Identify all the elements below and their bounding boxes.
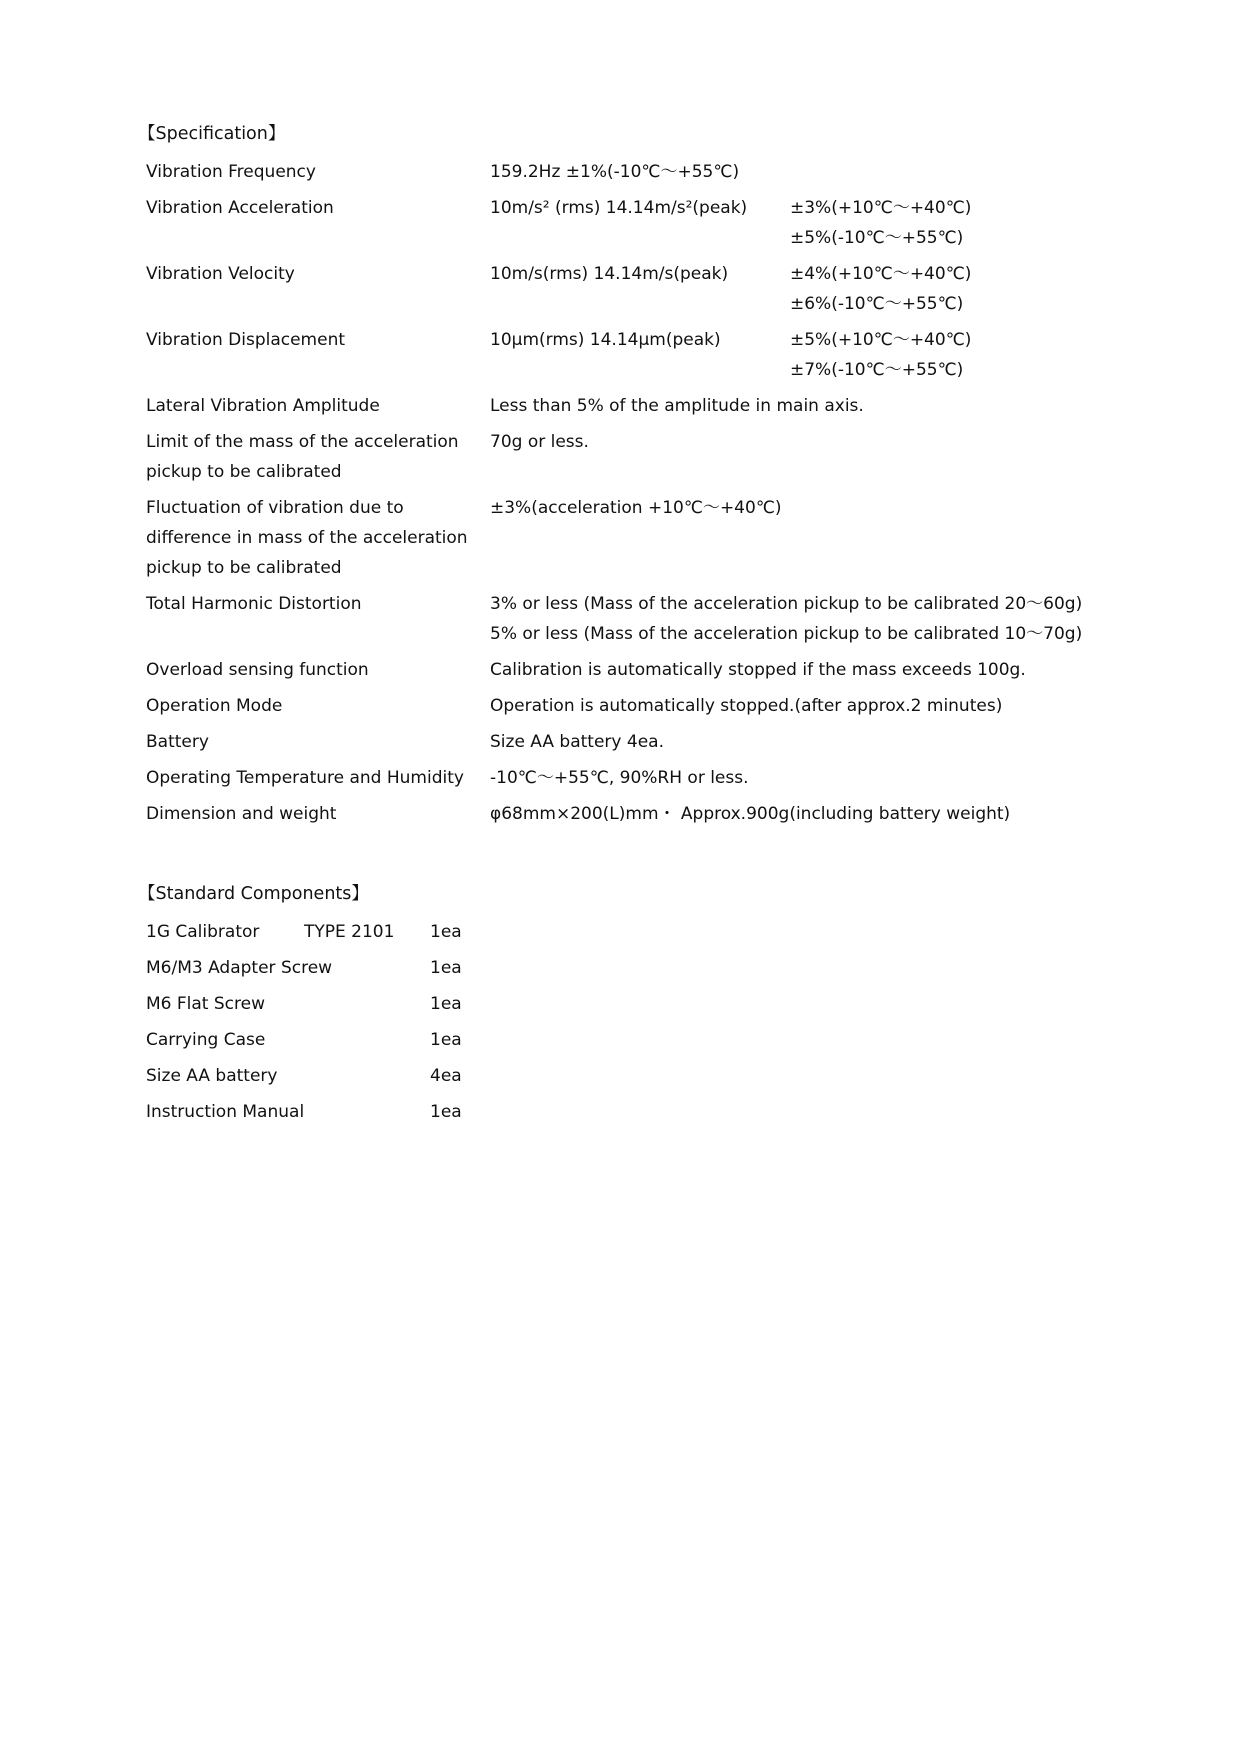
component-name: M6/M3 Adapter Screw — [146, 958, 333, 978]
spec-value-main: 10m/s(rms) 14.14m/s(peak) — [490, 264, 729, 284]
spec-label: Overload sensing function — [146, 660, 369, 680]
spec-label: Limit of the mass of the acceleration pickup to be calibrated — [146, 432, 459, 482]
list-item — [146, 917, 546, 953]
spec-row-vibration-acceleration — [146, 193, 1146, 259]
spec-value — [490, 193, 1146, 253]
spec-label: Vibration Displacement — [146, 330, 346, 350]
component-quantity: 4ea — [430, 1066, 462, 1086]
spec-label: Vibration Velocity — [146, 264, 295, 284]
spec-value-tolerance: ±4%(+10℃～+40℃) ±6%(-10℃～+55℃) — [790, 264, 972, 314]
spec-value: ±3%(acceleration +10℃～+40℃) — [490, 498, 782, 518]
spec-label: Fluctuation of vibration due to difference in mass of the acceleration pickup to be calibrated — [146, 498, 468, 578]
spec-row-overload-sensing — [146, 655, 1146, 691]
standard-components-list — [146, 917, 546, 1133]
spec-value: Calibration is automatically stopped if the mass exceeds 100g. — [490, 660, 1026, 680]
list-item — [146, 1061, 546, 1097]
list-item — [146, 1025, 546, 1061]
component-quantity: 1ea — [430, 922, 462, 942]
spec-value — [490, 259, 1146, 319]
spec-label: Vibration Frequency — [146, 162, 316, 182]
spec-value: Less than 5% of the amplitude in main axis. — [490, 396, 864, 416]
spec-label: Battery — [146, 732, 209, 752]
component-quantity: 1ea — [430, 1030, 462, 1050]
component-quantity: 1ea — [430, 994, 462, 1014]
component-quantity: 1ea — [430, 958, 462, 978]
spec-label: Operating Temperature and Humidity — [146, 768, 464, 788]
component-name: 1G Calibrator — [146, 922, 260, 942]
spec-row-mass-limit — [146, 427, 1146, 493]
list-item — [146, 953, 546, 989]
spec-label: Operation Mode — [146, 696, 283, 716]
spec-value: 159.2Hz ±1%(-10℃～+55℃) — [490, 162, 740, 182]
spec-value: -10℃～+55℃, 90%RH or less. — [490, 768, 749, 788]
specification-table — [146, 157, 1146, 835]
spec-row-fluctuation — [146, 493, 1146, 589]
spec-row-harmonic-distortion — [146, 589, 1146, 655]
spec-label: Vibration Acceleration — [146, 198, 334, 218]
component-name: M6 Flat Screw — [146, 994, 265, 1014]
spec-row-vibration-velocity — [146, 259, 1146, 325]
spec-row-battery — [146, 727, 1146, 763]
specification-title: 【Specification】 — [138, 124, 286, 144]
component-name: Carrying Case — [146, 1030, 266, 1050]
component-name: Instruction Manual — [146, 1102, 305, 1122]
list-item — [146, 989, 546, 1025]
spec-label: Dimension and weight — [146, 804, 337, 824]
list-item — [146, 1097, 546, 1133]
spec-row-operating-temperature — [146, 763, 1146, 799]
spec-value-tolerance: ±3%(+10℃～+40℃) ±5%(-10℃～+55℃) — [790, 198, 972, 248]
component-name: Size AA battery — [146, 1066, 278, 1086]
spec-value-main: 10m/s² (rms) 14.14m/s²(peak) — [490, 198, 748, 218]
spec-value — [490, 325, 1146, 385]
component-type: TYPE 2101 — [304, 922, 395, 942]
spec-row-vibration-displacement — [146, 325, 1146, 391]
standard-components-title: 【Standard Components】 — [138, 884, 369, 904]
spec-row-operation-mode — [146, 691, 1146, 727]
spec-value-tolerance: ±5%(+10℃～+40℃) ±7%(-10℃～+55℃) — [790, 330, 972, 380]
spec-row-vibration-frequency — [146, 157, 1146, 193]
spec-row-dimension-weight — [146, 799, 1146, 835]
spec-label: Lateral Vibration Amplitude — [146, 396, 380, 416]
spec-row-lateral-vibration — [146, 391, 1146, 427]
spec-value-main: 10μm(rms) 14.14μm(peak) — [490, 330, 721, 350]
spec-value: Operation is automatically stopped.(after approx.2 minutes) — [490, 696, 1003, 716]
component-quantity: 1ea — [430, 1102, 462, 1122]
spec-value: 70g or less. — [490, 432, 589, 452]
spec-value: 3% or less (Mass of the acceleration pickup to be calibrated 20～60g) 5% or less (Mass of the acceleration pickup to be calibrated 10～70g) — [490, 594, 1083, 644]
spec-value: Size AA battery 4ea. — [490, 732, 664, 752]
spec-label: Total Harmonic Distortion — [146, 594, 362, 614]
spec-value: φ68mm×200(L)mm・ Approx.900g(including battery weight) — [490, 804, 1011, 824]
